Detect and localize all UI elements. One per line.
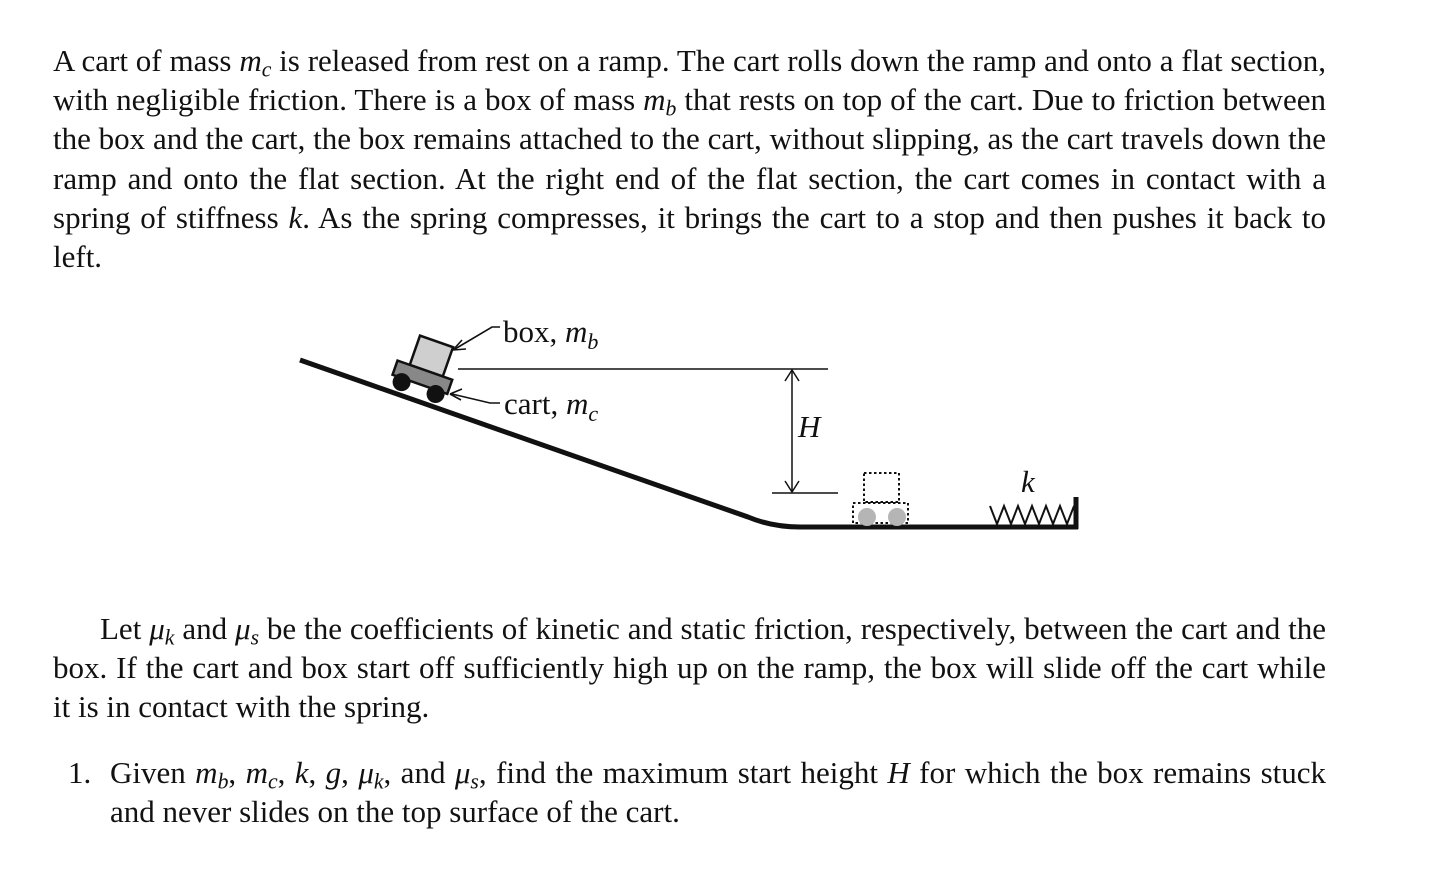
- text-run: Let: [100, 611, 150, 646]
- height-label: H: [798, 409, 821, 444]
- ghost-wheel-rear: [858, 508, 876, 526]
- math-symbol: $\mu_k$: [358, 755, 384, 794]
- math-symbol: $m_c$: [239, 43, 272, 82]
- math-symbol: k: [294, 755, 309, 790]
- math-symbol: $m_c$: [245, 755, 278, 794]
- box-leader-line: [455, 327, 500, 349]
- text-run: be the coefficients of kinetic and static friction, respectively, between the cart and the box. If the cart and box start off sufficiently high up on the ramp, the box will slide off the cart while it is in contact with the spring.: [53, 611, 1326, 725]
- spring-label: k: [1021, 464, 1035, 499]
- math-symbol: $\mu_s$: [454, 755, 479, 794]
- text-run: , find the maximum start height: [478, 755, 888, 790]
- text-run: for which the box remains stuck and never slides on the top surface of the cart.: [110, 755, 1327, 830]
- math-symbol: $\mu_s$: [235, 611, 260, 650]
- box-label: box, $m_b$: [503, 314, 599, 354]
- text-run: . As the spring compresses, it brings the cart to a stop and then pushes it back to left.: [53, 199, 1326, 275]
- spring-coil: [990, 506, 1074, 524]
- box-leader-arrowhead: [453, 340, 466, 350]
- question-number: 1.: [68, 755, 92, 790]
- text-run: ,: [277, 755, 295, 790]
- ghost-box: [864, 473, 899, 502]
- text-run: and: [174, 611, 235, 646]
- text-run: ,: [341, 755, 359, 790]
- text-run: , and: [383, 755, 455, 790]
- text-run: that rests on top of the cart. Due to friction between the box and the cart, the box remains attached to the cart, without slipping, as the cart travels down the ramp and onto the flat section. At the right end of the flat section, the cart comes in contact with a spring of stiffness: [53, 82, 1326, 235]
- math-symbol: $m_b$: [643, 82, 677, 121]
- text-run: is released from rest on a ramp. The cart rolls down the ramp and onto a flat section, with negligible friction. There is a box of mass: [53, 43, 1326, 118]
- ghost-wheel-front: [888, 508, 906, 526]
- question-1: [68, 753, 1327, 831]
- ramp-track: [300, 360, 1078, 527]
- math-symbol: $\mu_k$: [149, 611, 175, 650]
- question-text: [110, 755, 1326, 829]
- text-run: ,: [308, 755, 326, 790]
- text-run: A cart of mass: [53, 43, 240, 78]
- ramp-diagram: [0, 290, 1436, 550]
- cart-label: cart, $m_c$: [504, 386, 599, 426]
- text-run: Given: [110, 755, 196, 790]
- problem-paragraph-2: [53, 609, 1326, 727]
- math-symbol: H: [887, 755, 910, 790]
- math-symbol: g: [325, 755, 342, 790]
- problem-paragraph-1: [53, 41, 1326, 276]
- math-symbol: $m_b$: [195, 755, 229, 794]
- math-symbol: k: [288, 199, 303, 235]
- text-run: ,: [228, 755, 246, 790]
